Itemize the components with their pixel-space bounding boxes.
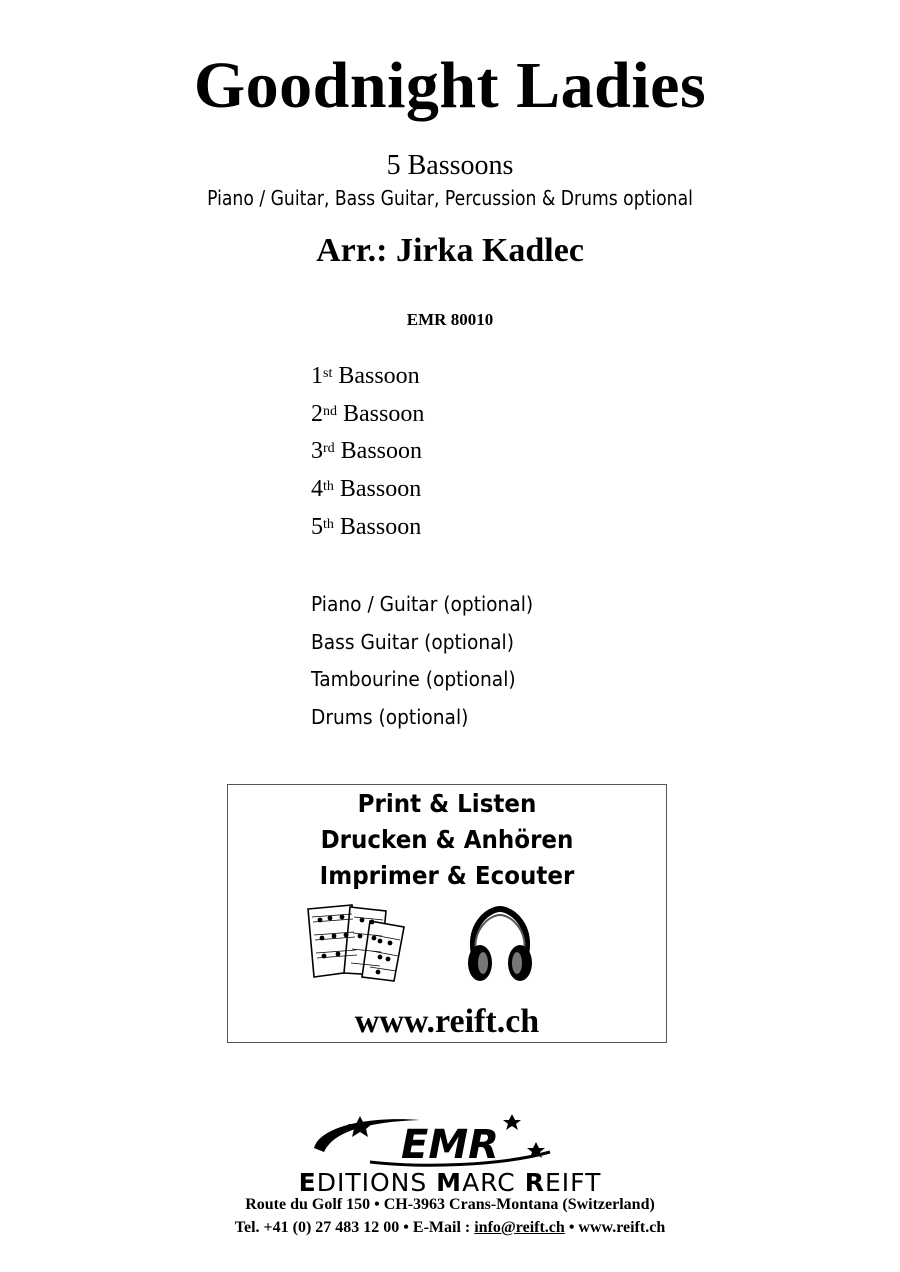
part-name: Bassoon <box>338 363 420 389</box>
part-number: 5 <box>311 513 323 540</box>
promo-line-en: Print & Listen <box>357 789 537 818</box>
publisher-name <box>0 1168 900 1197</box>
part-ordinal: th <box>323 479 334 495</box>
promo-line-fr: Imprimer & Ecouter <box>319 861 575 890</box>
publisher-initial-m: M <box>436 1168 463 1197</box>
part-name: Bassoon <box>343 400 425 427</box>
list-item: Bass Guitar (optional) <box>311 629 514 654</box>
part-name: Bassoon <box>339 476 422 503</box>
part-name: Bassoon <box>339 513 422 540</box>
publisher-name-part: DITIONS <box>316 1168 437 1197</box>
list-item <box>311 358 424 396</box>
page-title: Goodnight Ladies <box>193 49 707 122</box>
part-name: Bassoon <box>340 438 423 465</box>
publisher-name-part: ARC <box>462 1168 525 1197</box>
part-number: 4 <box>311 476 323 503</box>
part-ordinal: st <box>323 366 333 381</box>
sheet-music-icon <box>300 903 412 983</box>
list-item <box>311 471 424 509</box>
publisher-name-part: EIFT <box>544 1168 602 1197</box>
list-item <box>311 433 424 471</box>
email-link[interactable]: info@reift.ch <box>474 1219 565 1236</box>
publisher-contact <box>0 1219 900 1237</box>
optional-parts-list <box>311 586 533 737</box>
instrumentation-note: Piano / Guitar, Bass Guitar, Percussion & Drums optional <box>207 186 693 210</box>
part-ordinal: rd <box>323 441 335 457</box>
arranger: Arr.: Jirka Kadlec <box>316 232 584 269</box>
bassoon-parts-list <box>311 358 424 547</box>
print-listen-box <box>227 784 667 1043</box>
contact-phone: Tel. +41 (0) 27 483 12 00 • E-Mail : <box>234 1219 475 1236</box>
part-ordinal: nd <box>323 403 337 419</box>
headphones-icon <box>464 903 536 985</box>
list-item: Piano / Guitar (optional) <box>311 592 534 616</box>
part-ordinal: th <box>323 516 334 532</box>
publisher-address: Route du Golf 150 • CH-3963 Crans-Montana (Switzerland) <box>245 1196 655 1213</box>
subtitle: 5 Bassoons <box>386 150 514 181</box>
publisher-initial-e: E <box>298 1168 317 1197</box>
catalog-number: EMR 80010 <box>406 310 494 329</box>
list-item: Tambourine (optional) <box>311 667 516 692</box>
promo-website-link[interactable]: www.reift.ch <box>354 1003 540 1040</box>
part-number: 2 <box>311 400 323 427</box>
logo-text: EMR <box>401 1122 499 1168</box>
list-item <box>311 509 424 547</box>
promo-line-de: Drucken & Anhören <box>320 825 574 854</box>
website-link[interactable]: • www.reift.ch <box>564 1219 666 1236</box>
part-number: 1 <box>311 363 323 389</box>
list-item <box>311 396 424 434</box>
emr-logo <box>300 1108 600 1170</box>
list-item: Drums (optional) <box>311 705 469 730</box>
publisher-initial-r: R <box>524 1168 545 1197</box>
part-number: 3 <box>311 438 323 465</box>
